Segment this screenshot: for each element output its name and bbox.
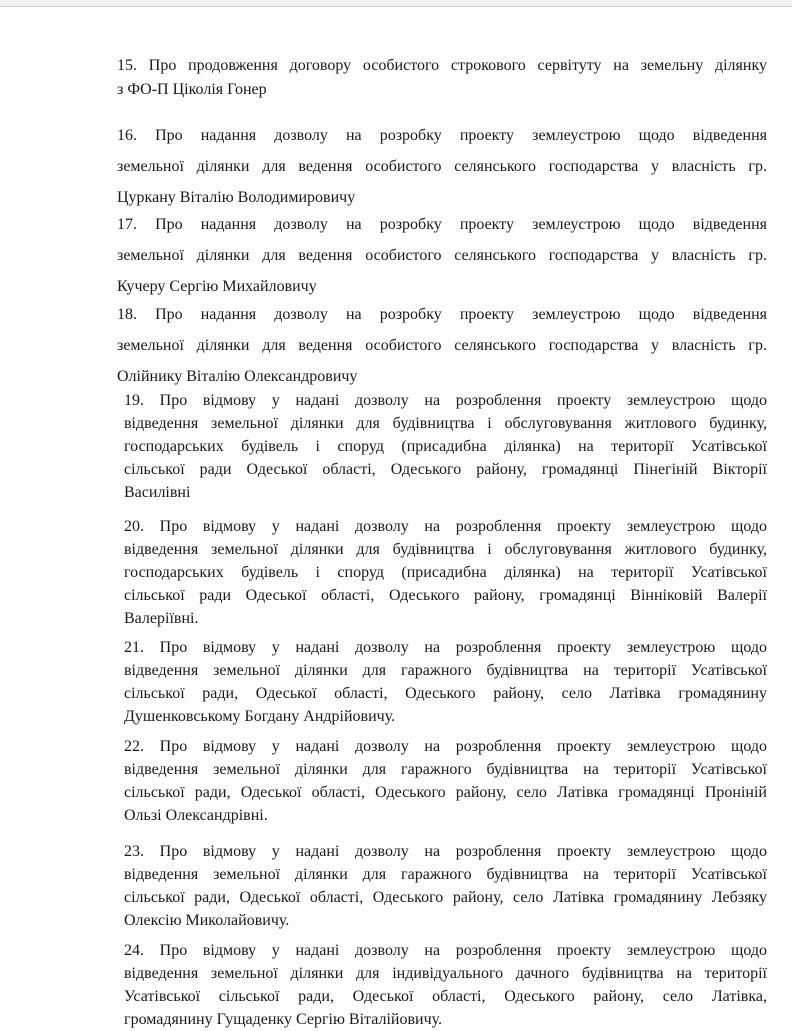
item-line: 17. Про надання дозволу на розробку проекту землеустрою щодо відведення [117, 216, 767, 233]
item-line: 19. Про відмову у надані дозволу на розроблення проекту землеустрою щодо [124, 392, 767, 409]
agenda-item-15 [117, 54, 767, 102]
item-line: господарських будівель і споруд (присадибна ділянка) на території Усатівської [124, 438, 767, 455]
item-line: Валеріївні. [124, 610, 199, 627]
item-line: відведення земельної ділянки для будівництва і обслуговування житлового будинку, [124, 541, 767, 558]
agenda-item-23 [124, 840, 767, 932]
agenda-item-24 [124, 939, 767, 1031]
agenda-item-18 [117, 299, 767, 392]
item-line: відведення земельної ділянки для гаражного будівництва на території Усатівської [124, 761, 767, 778]
agenda-item-17 [117, 209, 767, 302]
scan-edge [0, 0, 792, 7]
item-line: Кучеру Сергію Михайловичу [117, 278, 317, 295]
agenda-item-16 [117, 120, 767, 213]
item-line: відведення земельної ділянки для гаражного будівництва на території Усатівської [124, 662, 767, 679]
item-line: 23. Про відмову у надані дозволу на розроблення проекту землеустрою щодо [124, 843, 767, 860]
item-line: відведення земельної ділянки для гаражного будівництва на території Усатівської [124, 866, 767, 883]
item-line: сільської ради, Одеської області, Одеського району, село Латівка громадянці Пронiній [124, 784, 767, 801]
item-line: 18. Про надання дозволу на розробку проекту землеустрою щодо відведення [117, 306, 767, 323]
item-line: 22. Про відмову у надані дозволу на розроблення проекту землеустрою щодо [124, 738, 767, 755]
agenda-item-22 [124, 735, 767, 827]
item-line: громадянину Гущаденку Сергію Віталійовичу. [124, 1011, 443, 1028]
item-line: Олексію Миколайовичу. [124, 912, 290, 929]
agenda-item-21 [124, 636, 767, 728]
item-line: Цуркану Віталію Володимировичу [117, 189, 356, 206]
item-line: відведення земельної ділянки для індивідуального дачного будівництва на території [124, 965, 767, 982]
item-line: сільської ради Одеської області, Одеського району, громадянці Вінніковій Валерії [124, 587, 767, 604]
item-line: 21. Про відмову у надані дозволу на розроблення проекту землеустрою щодо [124, 639, 767, 656]
item-line: сільської ради, Одеської області, Одеського району, село Латівка громадянину [124, 685, 767, 702]
item-line: 16. Про надання дозволу на розробку проекту землеустрою щодо відведення [117, 127, 767, 144]
agenda-item-19 [124, 389, 767, 504]
item-line: сільської ради, Одеської області, Одеського району, село Латівка громадянину Лебзяку [124, 889, 767, 906]
item-line: Душенковському Богдану Андрійовичу. [124, 708, 396, 725]
item-line: Олійнику Віталію Олександровичу [117, 368, 358, 385]
item-line: Василівні [124, 484, 191, 501]
item-line: сільської ради Одеської області, Одеського району, громадянці Пінегіній Вікторії [124, 461, 767, 478]
item-line: Усатівської сільської ради, Одеської області, Одеського району, село Латівка, [124, 988, 767, 1005]
item-line: 24. Про відмову у надані дозволу на розроблення проекту землеустрою щодо [124, 942, 767, 959]
item-line: земельної ділянки для ведення особистого селянського господарства у власність гр. [117, 158, 767, 175]
item-line: господарських будівель і споруд (присадибна ділянка) на території Усатівської [124, 564, 767, 581]
item-line: земельної ділянки для ведення особистого селянського господарства у власність гр. [117, 337, 767, 354]
item-line: з ФО-П Ціколія Гонер [117, 81, 267, 98]
item-line: відведення земельної ділянки для будівництва і обслуговування житлового будинку, [124, 415, 767, 432]
agenda-item-20 [124, 515, 767, 630]
item-line: земельної ділянки для ведення особистого селянського господарства у власність гр. [117, 247, 767, 264]
item-line: 20. Про відмову у надані дозволу на розроблення проекту землеустрою щодо [124, 518, 767, 535]
item-line: 15. Про продовження договору особистого строкового сервітуту на земельну ділянку [117, 57, 767, 74]
item-line: Ользі Олександрівні. [124, 807, 268, 824]
